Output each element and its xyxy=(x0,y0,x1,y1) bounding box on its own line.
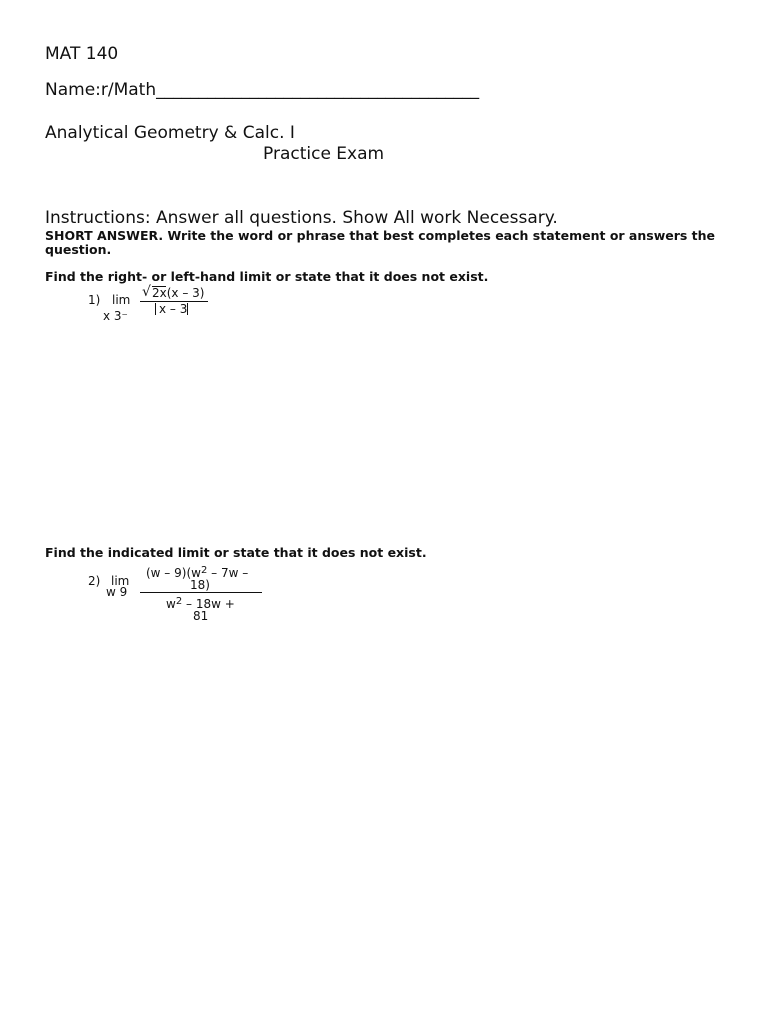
q2-lim: lim xyxy=(111,574,130,588)
exam-subtitle: Practice Exam xyxy=(263,144,385,164)
q2-den-part-b: – 18w + xyxy=(182,597,235,611)
q1-denominator: x – 3 xyxy=(159,302,188,316)
short-answer-line1: SHORT ANSWER. Write the word or phrase that best completes each statement or answers the xyxy=(45,228,716,243)
q2-den-part-a: w xyxy=(166,597,176,611)
exam-title: Analytical Geometry & Calc. I xyxy=(45,123,295,143)
q2-denominator-line2: 81 xyxy=(193,609,209,623)
q1-number: 1) xyxy=(88,293,101,307)
name-line: Name:r/Math______________________________________ xyxy=(45,80,480,100)
q2-fraction-line xyxy=(140,592,262,593)
q2-num-exponent: 2 xyxy=(200,565,208,576)
section2-heading: Find the indicated limit or state that it does not exist. xyxy=(45,545,427,560)
q2-num-part-a: (w – 9)(w xyxy=(146,566,201,580)
q2-lim-subscript: w 9 xyxy=(106,585,128,599)
q1-abs-bar-right xyxy=(187,303,188,315)
q2-numerator-line2: 18) xyxy=(190,578,210,592)
q2-number: 2) xyxy=(88,574,101,588)
instructions-main: Instructions: Answer all questions. Show All work Necessary. xyxy=(45,208,558,228)
q2-den-exponent: 2 xyxy=(175,596,183,607)
q2-num-part-b: – 7w – xyxy=(207,566,249,580)
q1-sqrt-symbol: √ xyxy=(142,284,151,300)
q1-lim: lim xyxy=(112,293,131,307)
short-answer-line2: question. xyxy=(45,242,112,257)
q1-lim-subscript: x 3⁻ xyxy=(103,309,128,323)
section1-heading: Find the right- or left-hand limit or state that it does not exist. xyxy=(45,269,489,284)
q1-numerator: 2x(x – 3) xyxy=(152,286,205,300)
q1-abs-bar-left xyxy=(155,303,156,315)
course-code: MAT 140 xyxy=(45,44,119,64)
